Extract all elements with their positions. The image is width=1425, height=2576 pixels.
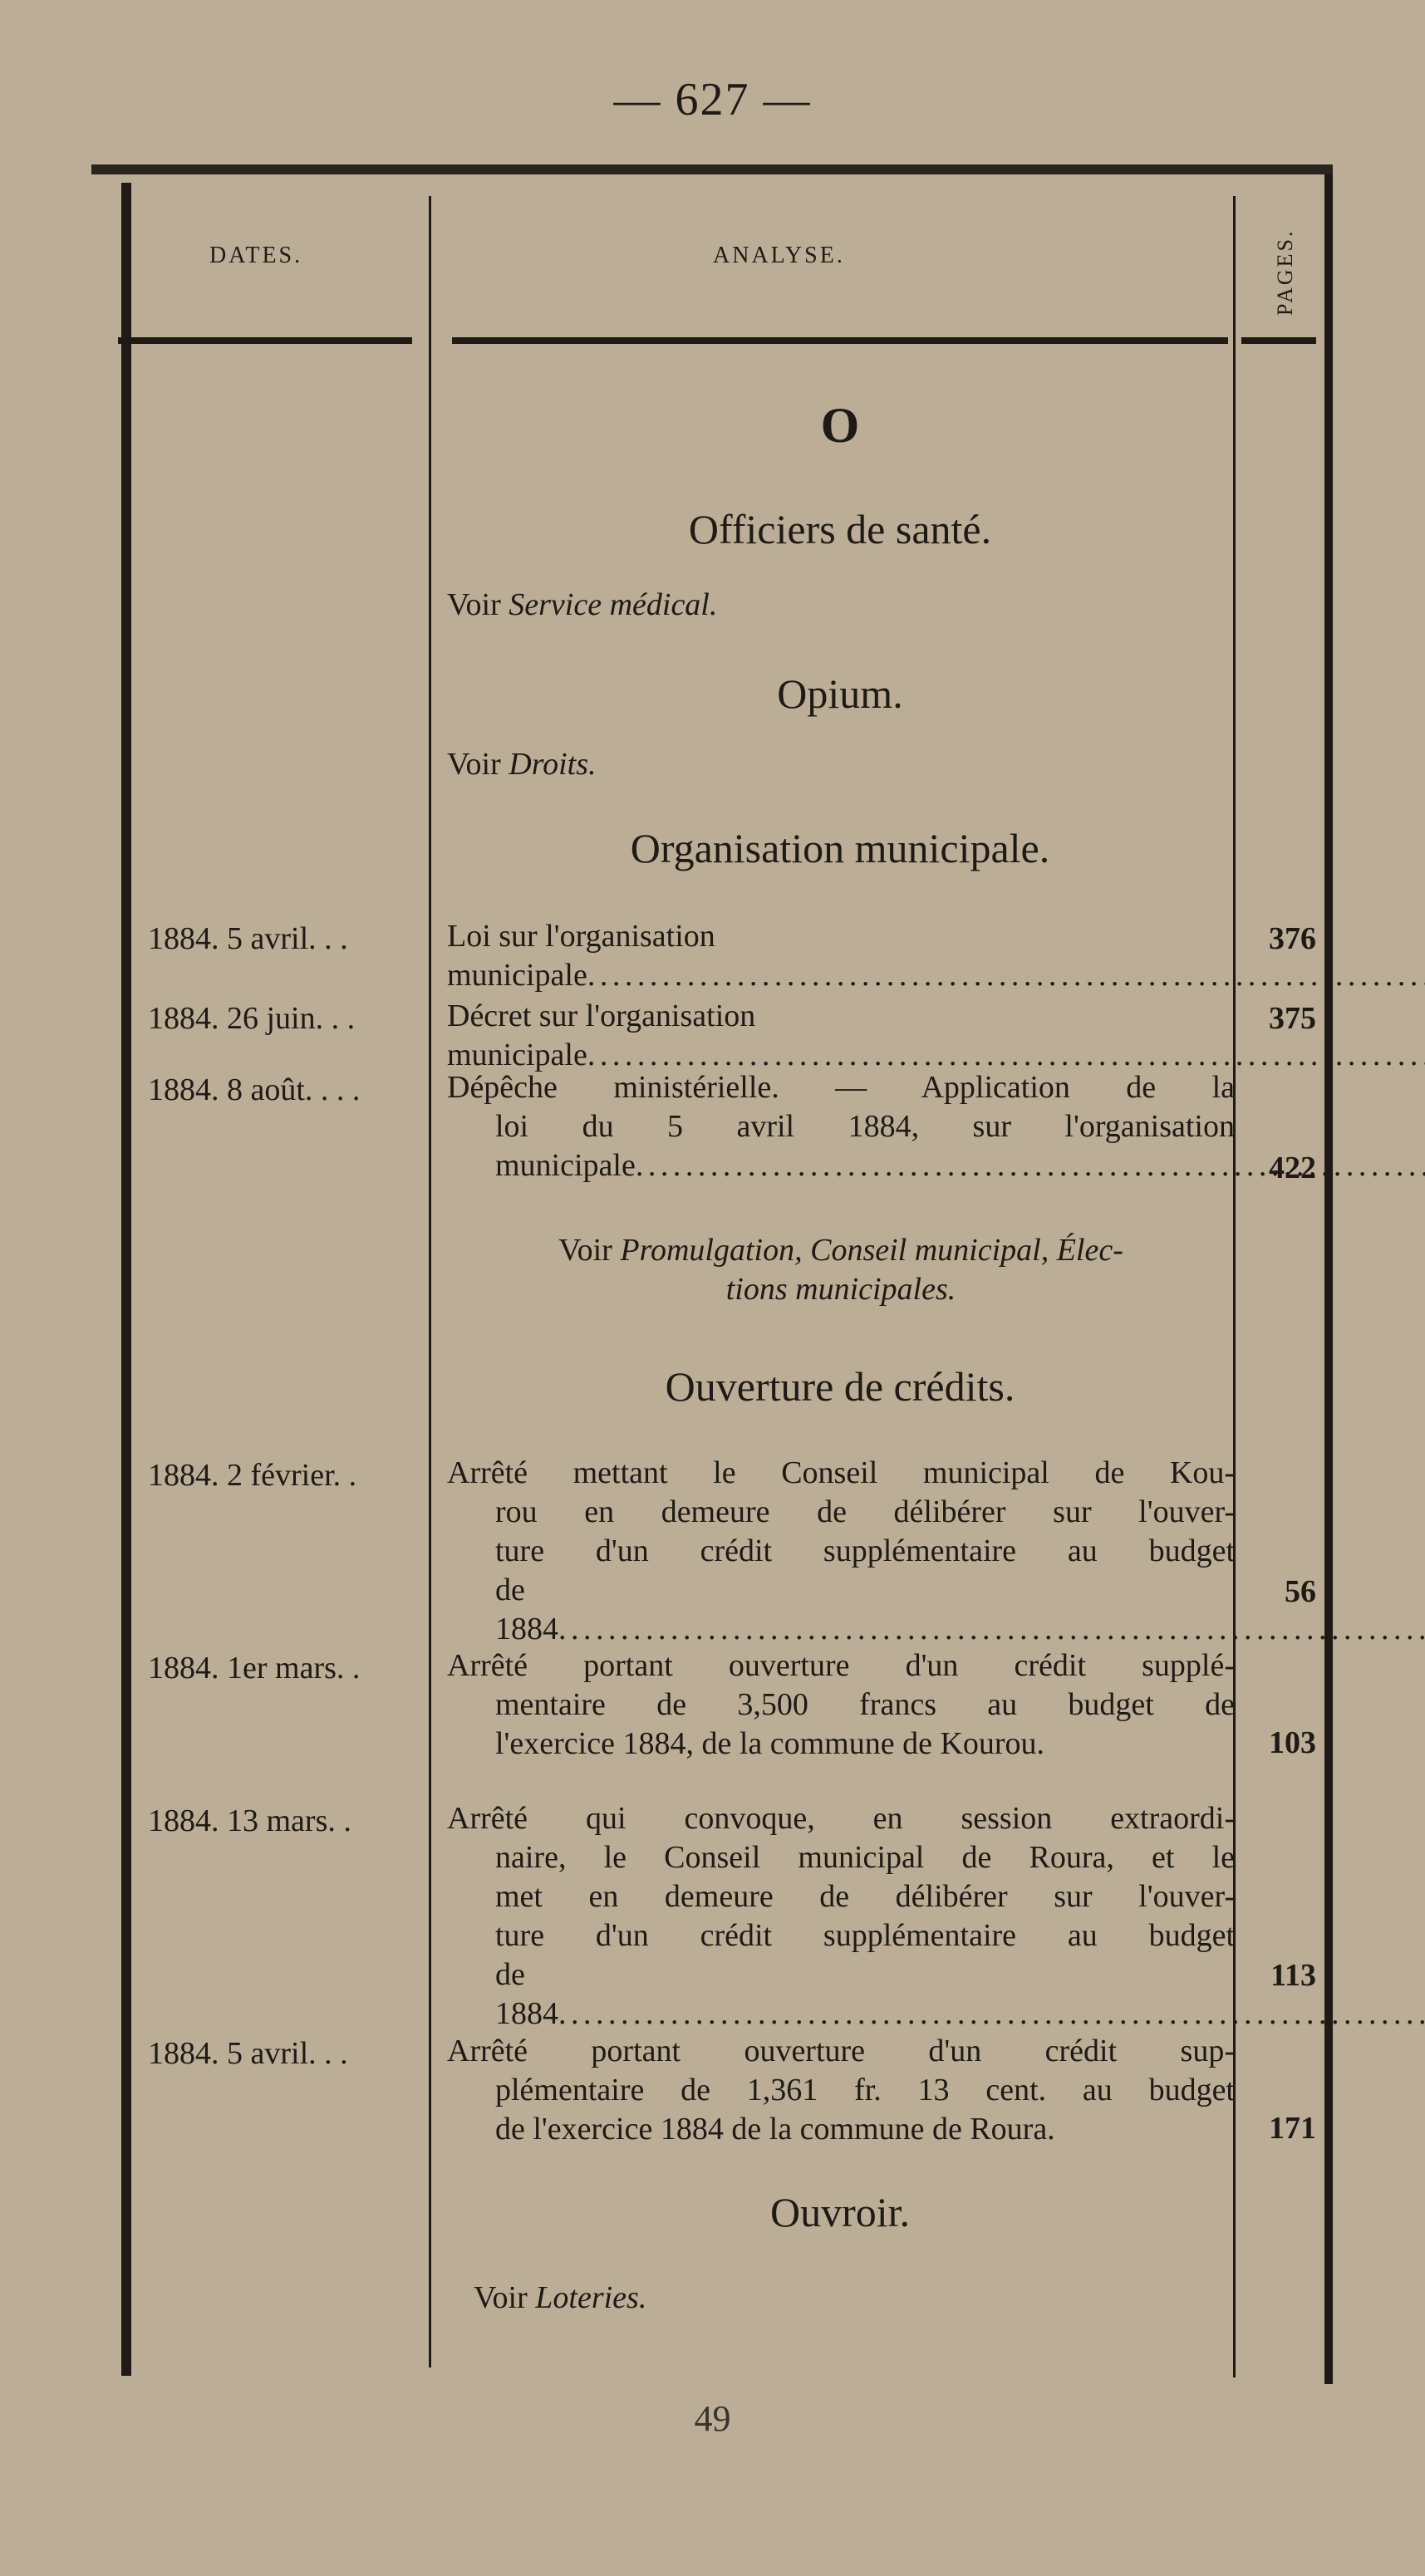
entry-page: 422 — [1269, 1151, 1316, 1185]
entry-page: 113 — [1270, 1958, 1316, 1993]
see-also-ouvroir: Voir Loteries. — [474, 2280, 647, 2315]
header-underline-analyse — [452, 337, 1228, 344]
see-also-ref: Service médical. — [509, 587, 718, 622]
entry-analysis: Décret sur l'organisation municipale . . . — [447, 997, 1235, 1075]
entry-page: 171 — [1269, 2111, 1316, 2146]
heading-opium: Opium. — [777, 670, 903, 717]
entry-date: 1884. 1er mars. . — [148, 1651, 361, 1685]
entry-date: 1884. 2 février. . — [148, 1458, 357, 1493]
header-underline-pages — [1241, 337, 1316, 344]
see-also-ref: Promulgation, Conseil municipal, Élec- — [620, 1233, 1123, 1268]
heading-ouvroir: Ouvroir. — [769, 2189, 911, 2235]
entry-page: 56 — [1285, 1574, 1316, 1609]
see-also-organisation: Voir Promulgation, Conseil municipal, Élec- tions municipales. — [558, 1233, 1123, 1307]
see-also-ref: Loteries. — [535, 2280, 647, 2315]
heading-officiers-de-sante: Officiers de santé. — [688, 506, 992, 552]
table-top-rule — [91, 164, 1333, 174]
table-left-border — [121, 183, 131, 2376]
entry-page: 376 — [1269, 921, 1316, 956]
column-divider-dates — [429, 196, 431, 2367]
column-header-dates: DATES. — [209, 243, 303, 268]
entry-date: 1884. 5 avril. . . — [148, 921, 348, 956]
page-number: — 627 — — [613, 74, 812, 125]
index-letter: O — [820, 398, 860, 453]
entry-date: 1884. 26 juin. . . — [148, 1001, 356, 1036]
entry-page: 375 — [1269, 1001, 1316, 1036]
heading-organisation-municipale: Organisation municipale. — [630, 825, 1050, 871]
see-also-officiers: Voir Service médical. — [447, 587, 718, 622]
table-right-border — [1324, 174, 1333, 2384]
entry-date: 1884. 13 mars. . — [148, 1803, 351, 1838]
entry-date: 1884. 8 août. . . . — [148, 1072, 361, 1107]
entry-analysis: Arrêté portant ouverture d'un crédit sup- plémentaire de 1,361 fr. 13 cent. au budget de l'exercice 1884 de la commune de Roura. — [447, 2034, 1235, 2147]
column-header-analyse: ANALYSE. — [713, 243, 845, 268]
heading-ouverture-de-credits: Ouverture de crédits. — [665, 1363, 1015, 1410]
column-header-pages — [1260, 208, 1310, 324]
header-underline-dates — [118, 337, 412, 344]
see-also-ref: Droits. — [509, 747, 597, 782]
entry-analysis: Arrêté mettant le Conseil municipal de Kou- rou en demeure de délibérer sur l'ouver- ture d'un crédit supplémentaire au budget de 1884 . . . — [447, 1454, 1235, 1649]
entry-analysis: Arrêté portant ouverture d'un crédit supplé- mentaire de 3,500 francs au budget de l'exercice 1884, de la commune de Kourou. — [447, 1648, 1235, 1761]
column-header-pages-label: PAGES. — [1273, 228, 1297, 316]
folio-signature: 49 — [694, 2398, 731, 2439]
entry-date: 1884. 5 avril. . . — [148, 2036, 348, 2071]
see-also-ref: tions municipales. — [725, 1272, 956, 1307]
entry-page: 103 — [1269, 1725, 1316, 1760]
entry-analysis: Loi sur l'organisation municipale . . . — [447, 917, 1235, 995]
entry-analysis: Arrêté qui convoque, en session extraordi- naire, le Conseil municipal de Roura, et le met en demeure de délibérer sur l'ouver- ture d'un crédit supplémentaire au budget de 1884 . . . — [447, 1799, 1235, 2034]
entry-analysis: Dépêche ministérielle. — Application de la loi du 5 avril 1884, sur l'organisation municipale . . . — [447, 1068, 1235, 1185]
see-also-opium: Voir Droits. — [447, 747, 597, 782]
